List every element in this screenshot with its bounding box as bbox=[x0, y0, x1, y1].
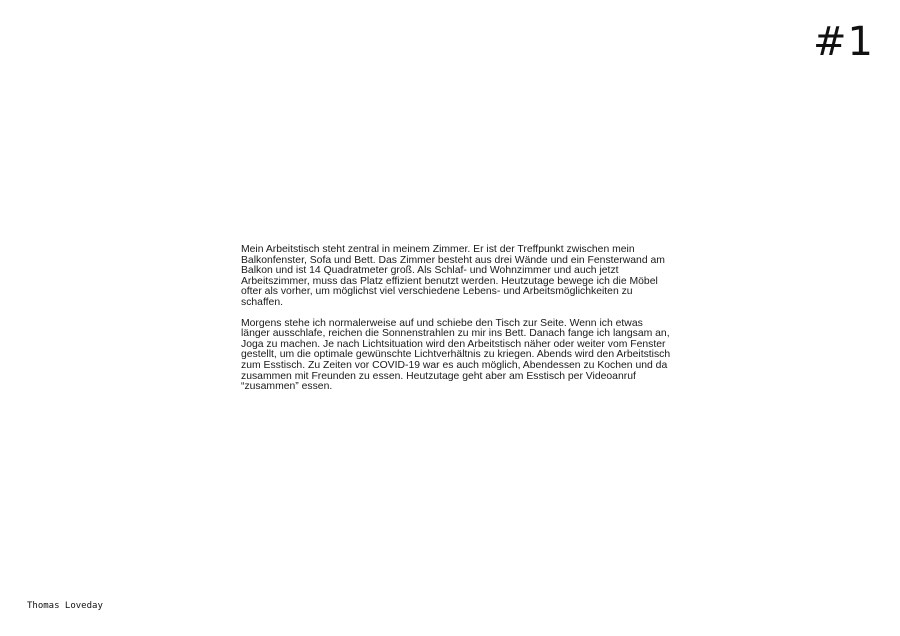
paragraph-2: Morgens stehe ich normalerweise auf und schiebe den Tisch zur Seite. Wenn ich etwas länger ausschlafe, reichen die Sonnenstrahlen zu mir ins Bett. Danach fange ich langsam an, Joga zu machen. Je nach Lichtsituation wird den Arbeitstisch näher oder weiter vom Fenster gestellt, um die optimale gewünschte Lichtverhältnis zu kriegen. Abends wird den Arbeitstisch zum Esstisch. Zu Zeiten vor COVID-19 war es auch möglich, Abendessen zu Kochen und da zusammen mit Freunden zu essen. Heutzutage geht aber am Esstisch per Videoanruf “zusammen” essen. bbox=[241, 317, 671, 393]
paragraph-1: Mein Arbeitstisch steht zentral in meinem Zimmer. Er ist der Treffpunkt zwischen mein Balkonfenster, Sofa und Bett. Das Zimmer besteht aus drei Wände und ein Fensterwand am Balkon und ist 14 Quadratmeter groß. Als Schlaf- und Wohnzimmer und auch jetzt Arbeitszimmer, muss das Platz effizient benutzt werden. Heutzutage bewege ich die Möbel ofter als vorher, um möglichst viel verschiedene Lebens- und Arbeitsmöglichkeiten zu schaffen. bbox=[241, 244, 665, 308]
author-name: Thomas Loveday bbox=[27, 601, 103, 611]
page-number: #1 bbox=[813, 19, 874, 65]
body-text bbox=[241, 245, 671, 403]
